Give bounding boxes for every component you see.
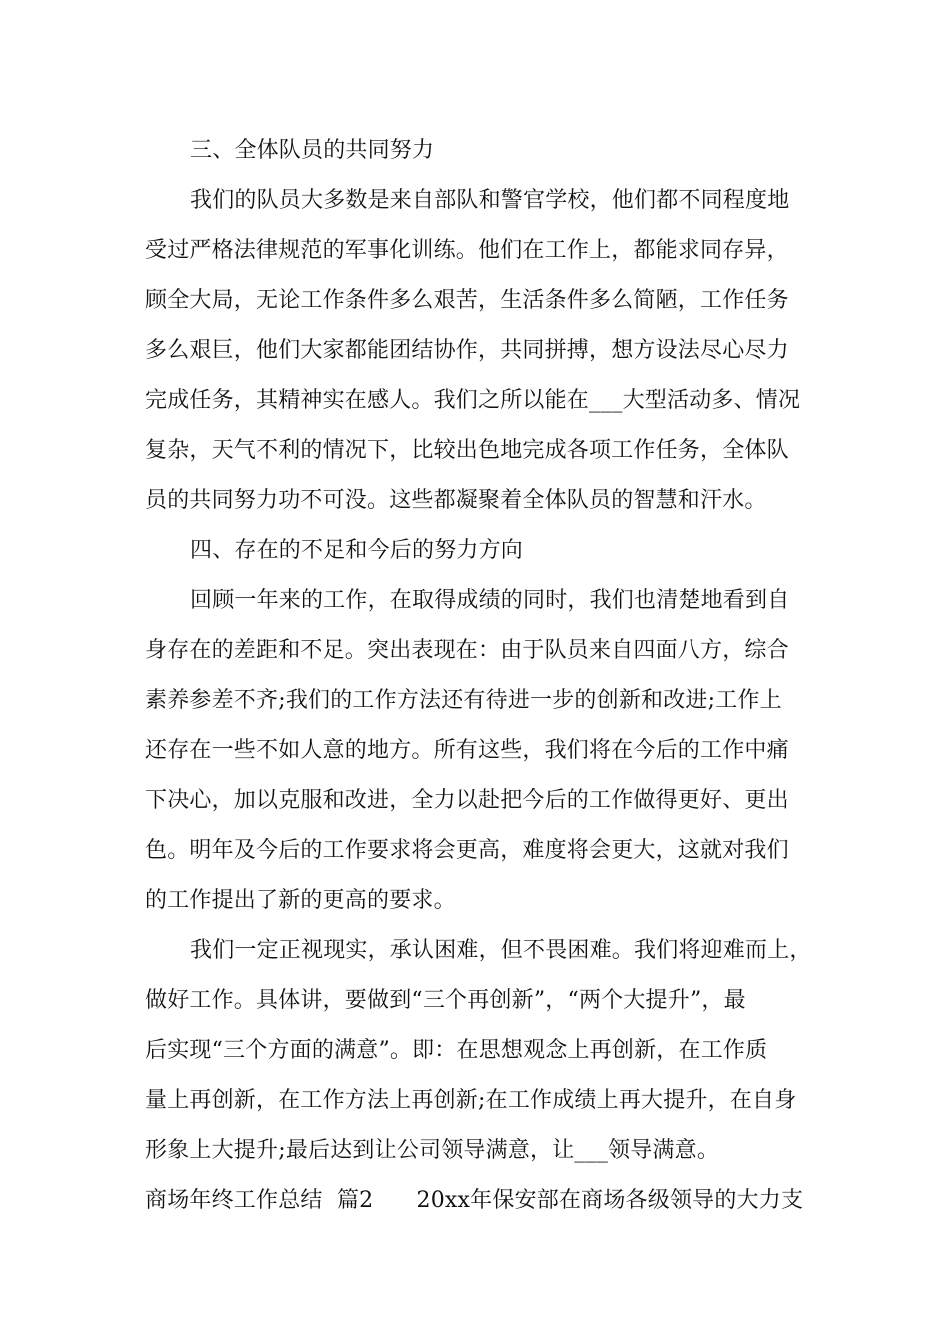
paragraph-line: 我们一定正视现实，承认困难，但不畏困难。我们将迎难而上， (190, 938, 812, 963)
article-title-line: 商场年终工作总结 篇2 20xx年保安部在商场各级领导的大力支 (145, 1188, 804, 1213)
paragraph-line: 素养参差不齐;我们的工作方法还有待进一步的创新和改进;工作上 (145, 688, 782, 713)
paragraph-line: 后实现“三个方面的满意”。即：在思想观念上再创新，在工作质 (145, 1038, 768, 1063)
paragraph-line: 顾全大局，无论工作条件多么艰苦，生活条件多么简陋，工作任务 (145, 288, 789, 313)
paragraph-line: 做好工作。具体讲，要做到“三个再创新”，“两个大提升”，最 (145, 988, 746, 1013)
paragraph-line: 复杂，天气不利的情况下，比较出色地完成各项工作任务，全体队 (145, 438, 789, 463)
paragraph-line: 色。明年及今后的工作要求将会更高，难度将会更大，这就对我们 (145, 838, 789, 863)
paragraph-line: 受过严格法律规范的军事化训练。他们在工作上，都能求同存异， (145, 238, 789, 263)
paragraph-line: 完成任务，其精神实在感人。我们之所以能在___大型活动多、情况 (145, 388, 801, 413)
paragraph-line: 形象上大提升;最后达到让公司领导满意，让___领导满意。 (145, 1138, 720, 1163)
section-heading-3: 三、全体队员的共同努力 (190, 138, 435, 163)
paragraph-line: 身存在的差距和不足。突出表现在：由于队员来自四面八方，综合 (145, 638, 789, 663)
paragraph-line: 多么艰巨，他们大家都能团结协作，共同拼搏，想方设法尽心尽力 (145, 338, 789, 363)
paragraph-line: 还存在一些不如人意的地方。所有这些，我们将在今后的工作中痛 (145, 738, 789, 763)
paragraph-line: 量上再创新，在工作方法上再创新;在工作成绩上再大提升，在自身 (145, 1088, 797, 1113)
paragraph-line: 下决心，加以克服和改进，全力以赴把今后的工作做得更好、更出 (145, 788, 789, 813)
paragraph-line: 我们的队员大多数是来自部队和警官学校，他们都不同程度地 (190, 188, 790, 213)
paragraph-line: 的工作提出了新的更高的要求。 (145, 888, 456, 913)
section-heading-4: 四、存在的不足和今后的努力方向 (190, 538, 524, 563)
paragraph-line: 员的共同努力功不可没。这些都凝聚着全体队员的智慧和汗水。 (145, 488, 767, 513)
paragraph-line: 回顾一年来的工作，在取得成绩的同时，我们也清楚地看到自 (190, 588, 790, 613)
